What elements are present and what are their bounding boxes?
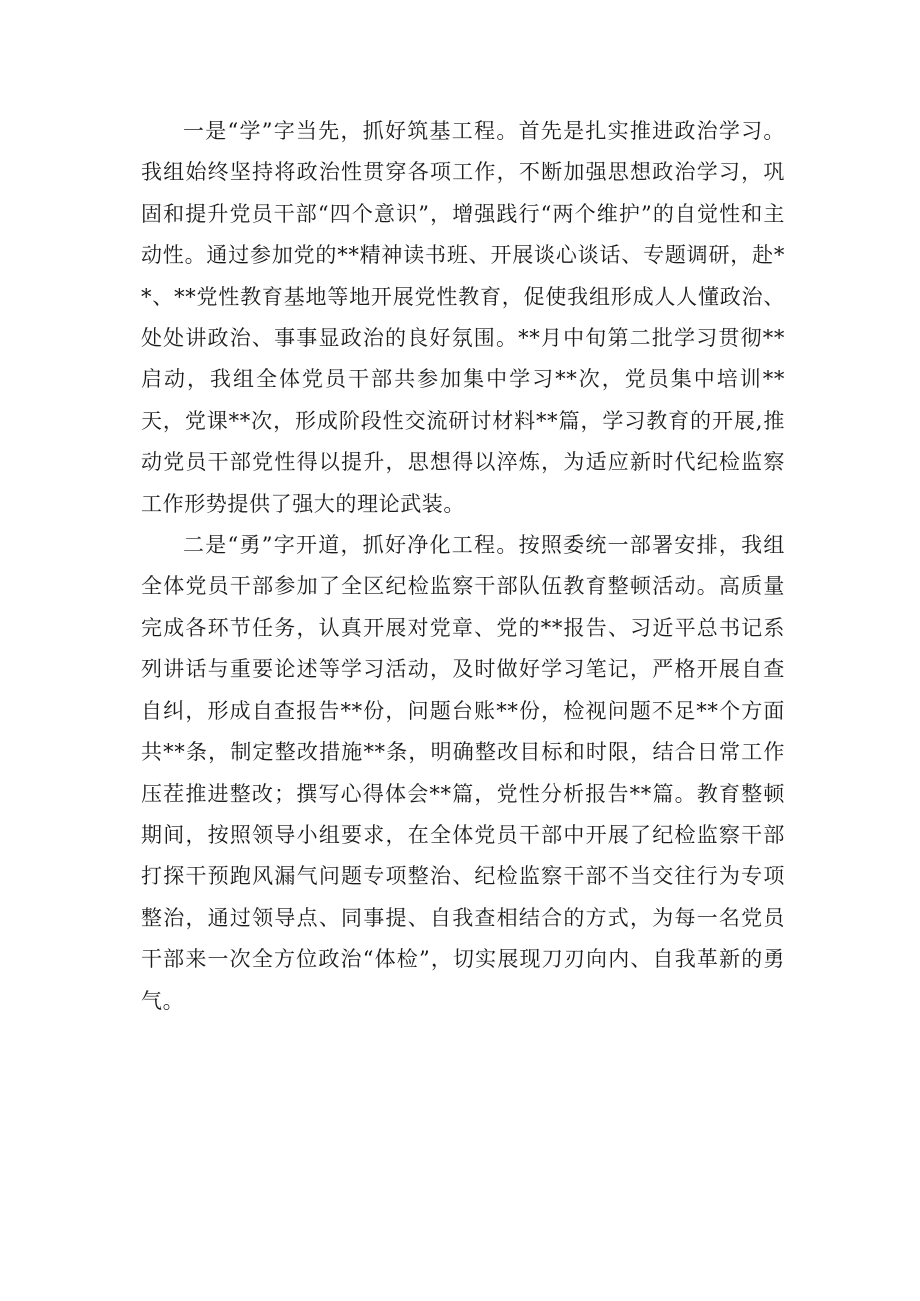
paragraph-study-first: 一是“学”字当先，抓好筑基工程。首先是扎实推进政治学习。我组始终坚持将政治性贯穿各项工作，不断加强思想政治学习，巩固和提升党员干部“四个意识”，增强践行“两个维护”的自觉性和主动性。通过参加党的**精神读书班、开展谈心谈话、专题调研，赴**、**党性教育基地等地开展党性教育，促使我组形成人人懂政治、处处讲政治、事事显政治的良好氛围。**月中旬第二批学习贯彻**启动，我组全体党员干部共参加集中学习**次，党员集中培训**天，党课**次，形成阶段性交流研讨材料**篇，学习教育的开展,推动党员干部党性得以提升，思想得以淬炼，为适应新时代纪检监察工作形势提供了强大的理论武装。 (141, 119, 785, 516)
paragraph-courage-first: 二是“勇”字开道，抓好净化工程。按照委统一部署安排，我组全体党员干部参加了全区纪检监察干部队伍教育整顿活动。高质量完成各环节任务，认真开展对党章、党的**报告、习近平总书记系列讲话与重要论述等学习活动，及时做好学习笔记，严格开展自查自纠，形成自查报告**份，问题台账**份，检视问题不足**个方面共**条，制定整改措施**条，明确整改目标和时限，结合日常工作压茬推进整改；撰写心得体会**篇，党性分析报告**篇。教育整顿期间，按照领导小组要求，在全体党员干部中开展了纪检监察干部打探干预跑风漏气问题专项整治、纪检监察干部不当交往行为专项整治，通过领导点、同事提、自我查相结合的方式，为每一名党员干部来一次全方位政治“体检”，切实展现刀刃向内、自我革新的勇气。 (141, 533, 785, 1013)
document-body (141, 111, 785, 1022)
